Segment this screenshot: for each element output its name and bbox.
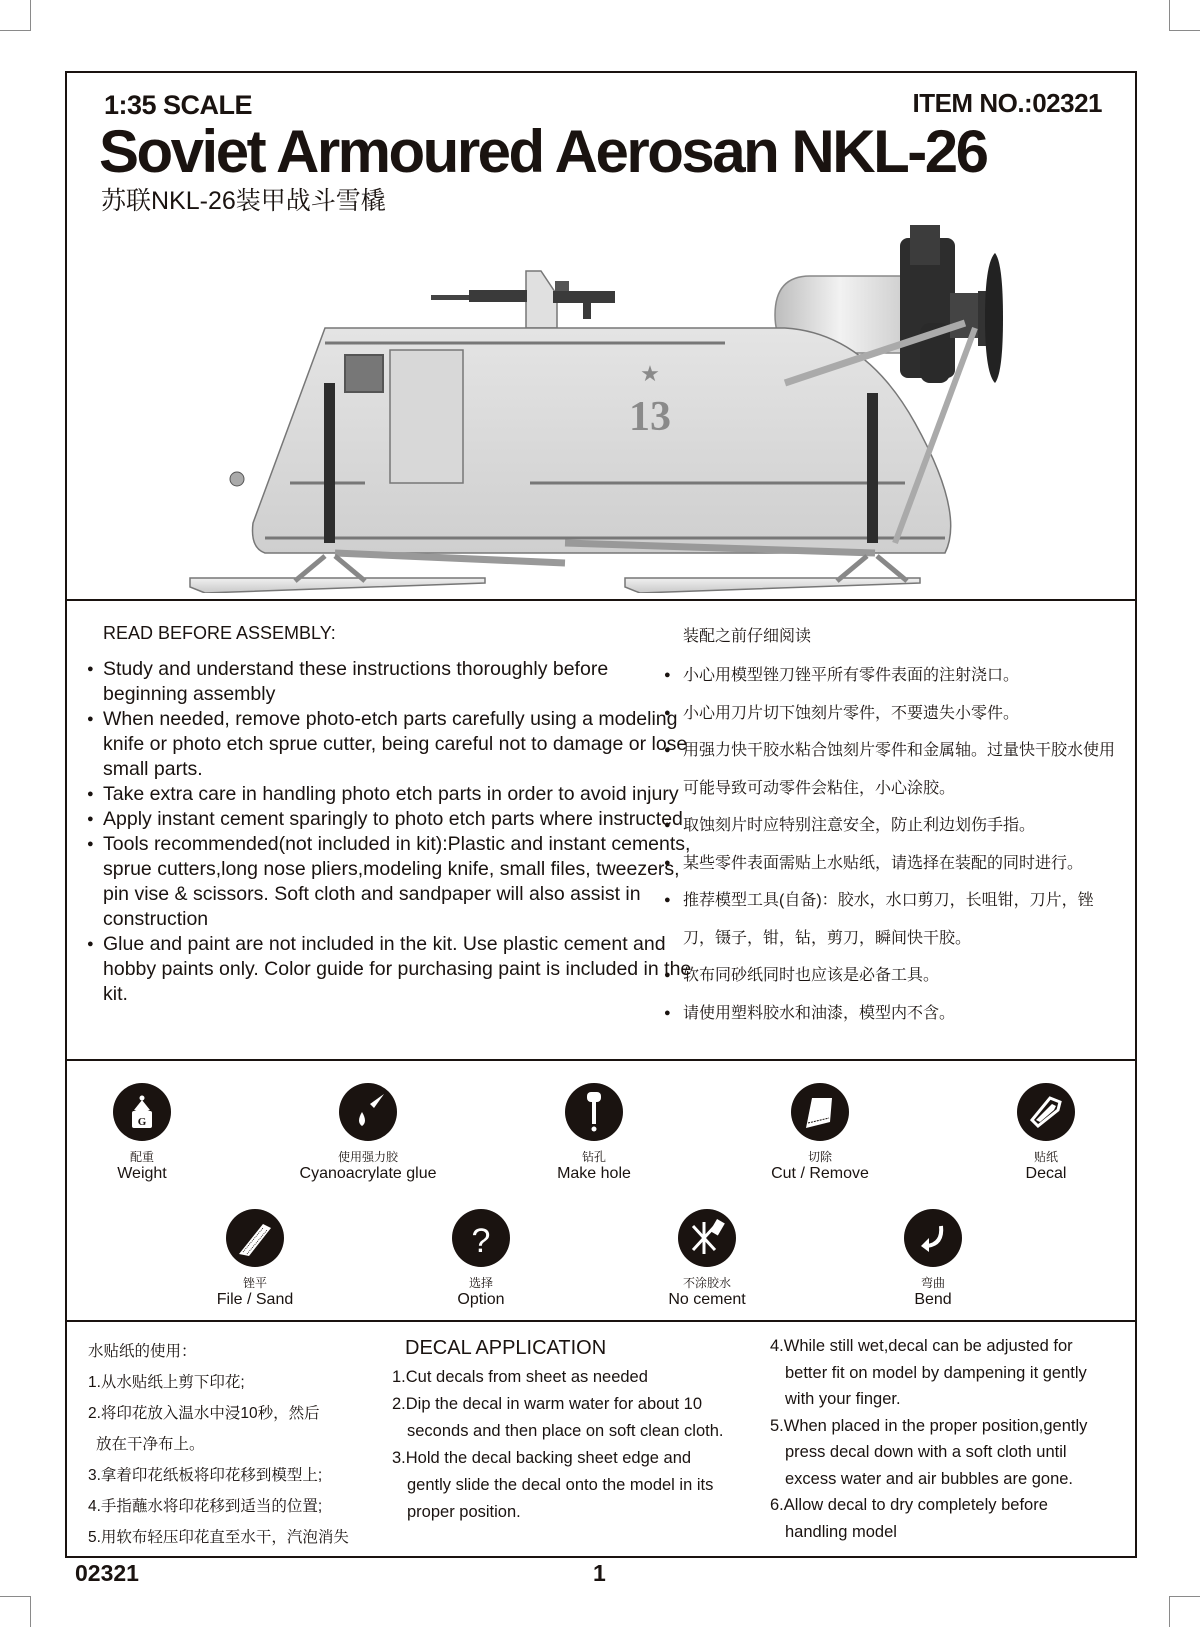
hull-door	[390, 350, 463, 483]
machine-gun-icon	[431, 271, 615, 334]
legend-label-cn: 锉平	[242, 1276, 267, 1290]
legend-label-en: Decal	[1025, 1165, 1067, 1182]
instruction-item-cn: ● 用强力快干胶水粘合蚀刻片零件和金属轴。过量快干胶水使用可能导致可动零件会粘住，小心涂胶。	[664, 732, 1123, 807]
drill-icon	[572, 1090, 616, 1134]
legend-item-cut	[720, 1083, 920, 1183]
instruction-item: ● Take extra care in handling photo etch parts in order to avoid injury	[87, 782, 693, 807]
decal-step-en: gently slide the decal onto the model in its	[407, 1476, 714, 1494]
decal-application-section	[67, 1320, 1135, 1558]
svg-text:G: G	[137, 1116, 147, 1128]
legend-label-en: Bend	[914, 1291, 952, 1308]
decal-steps-en-col2	[770, 1333, 1120, 1545]
instruction-item-cn: ● 推荐模型工具(自备)：胶水，水口剪刀，长咀钳，刀片，锉刀，镊子，钳，钻，剪刀，瞬间快干胶。	[664, 882, 1123, 957]
decal-step-en: proper position.	[407, 1503, 521, 1521]
glue-drop-icon	[346, 1090, 390, 1134]
no-cement-icon	[685, 1216, 729, 1260]
front-ski	[190, 556, 485, 593]
decal-step-en: excess water and air bubbles are gone.	[785, 1469, 1074, 1488]
legend-label-en: Weight	[117, 1165, 167, 1182]
header-section	[67, 73, 1135, 599]
engine-icon	[900, 225, 980, 383]
decal-step-en: 3.Hold the decal backing sheet edge and	[392, 1449, 692, 1467]
item-number: ITEM NO.:02321	[912, 88, 1102, 118]
legend-label-cn: 不涂胶水	[682, 1276, 731, 1290]
decal-step-cn: 1.从水贴纸上剪下印花;	[88, 1374, 245, 1391]
instruction-item-cn: ● 小心用刀片切下蚀刻片零件，不要遗失小零件。	[664, 695, 1123, 733]
instruction-item-cn: ● 请使用塑料胶水和油漆，模型内不含。	[664, 995, 1123, 1033]
legend-label-en: Cyanoacrylate glue	[299, 1165, 437, 1182]
legend-label-en: Make hole	[557, 1165, 631, 1182]
decal-step-cn: 放在干净布上。	[96, 1436, 205, 1453]
decal-step-cn: 4.手指蘸水将印花移到适当的位置;	[88, 1498, 323, 1515]
legend-label-cn: 贴纸	[1033, 1150, 1058, 1164]
footer-item-code: 02321	[75, 1560, 139, 1586]
instruction-item: ● Apply instant cement sparingly to photo etch parts where instructed	[87, 807, 693, 832]
decal-step-en: seconds and then place on soft clean cloth.	[407, 1422, 724, 1440]
instruction-item: ● Glue and paint are not included in the kit. Use plastic cement and hobby paints only. Color guide for purchasing paint is included in the kit.	[87, 932, 693, 1007]
instruction-item-cn: ● 软布同砂纸同时也应该是必备工具。	[664, 957, 1123, 995]
instructions-en-title: READ BEFORE ASSEMBLY:	[103, 623, 336, 643]
legend-item-file	[155, 1209, 355, 1309]
legend-label-en: Option	[457, 1291, 505, 1308]
decal-step-en: 5.When placed in the proper position,gently	[770, 1416, 1088, 1435]
cut-icon	[798, 1090, 842, 1134]
page-number: 1	[593, 1560, 606, 1586]
crop-mark-bottom-right	[1169, 1596, 1200, 1627]
aerosan-vehicle-illustration	[185, 223, 1080, 593]
legend-label-en: Cut / Remove	[771, 1165, 869, 1182]
decal-steps-cn	[88, 1336, 378, 1553]
symbol-legend-section	[67, 1059, 1135, 1322]
bend-arrow-icon	[911, 1216, 955, 1260]
decal-step-cn: 3.拿着印花纸板将印花移到模型上;	[88, 1467, 323, 1484]
decal-icon	[1024, 1090, 1068, 1134]
page-subtitle-cn: 苏联NKL-26装甲战斗雪橇	[101, 187, 386, 215]
instruction-item: ● Tools recommended(not included in kit):Plastic and instant cements, sprue cutters,long nose pliers,modeling knife, small files, tweezers, pin vise & scissors. Soft cloth and sandpaper will also assist in construction	[87, 832, 693, 932]
legend-item-glue	[268, 1083, 468, 1183]
decal-step-en: 4.While still wet,decal can be adjusted for	[770, 1337, 1073, 1355]
weight-icon	[120, 1090, 164, 1134]
instruction-item-cn: ● 取蚀刻片时应特别注意安全，防止利边划伤手指。	[664, 807, 1123, 845]
instruction-item-cn: ● 小心用模型锉刀锉平所有零件表面的注射浇口。	[664, 657, 1123, 695]
decal-step-en: 1.Cut decals from sheet as needed	[392, 1368, 648, 1386]
legend-label-en: File / Sand	[216, 1291, 294, 1308]
crop-mark-bottom-left	[0, 1596, 31, 1627]
file-icon	[233, 1216, 277, 1260]
decal-step-en: handling model	[785, 1522, 897, 1541]
legend-item-drill	[494, 1083, 694, 1183]
legend-label-cn: 钻孔	[581, 1150, 606, 1164]
legend-label-cn: 选择	[468, 1276, 493, 1290]
legend-label-en: No cement	[668, 1291, 746, 1308]
read-before-assembly-section	[67, 599, 1135, 1061]
legend-item-decal	[946, 1083, 1146, 1183]
legend-item-weight	[42, 1083, 242, 1183]
decal-title-en: DECAL APPLICATION	[405, 1337, 607, 1359]
propeller-icon	[978, 253, 1003, 383]
legend-label-cn: 切除	[807, 1150, 832, 1164]
legend-label-cn: 配重	[129, 1150, 154, 1164]
scale-label: 1:35 SCALE	[104, 90, 253, 120]
svg-text:?: ?	[471, 1222, 491, 1260]
rear-ski	[625, 556, 920, 593]
instruction-sheet-frame	[65, 71, 1137, 1558]
decal-step-en: 2.Dip the decal in warm water for about 10	[392, 1395, 702, 1413]
instruction-item-cn: ● 某些零件表面需贴上水贴纸，请选择在装配的同时进行。	[664, 845, 1123, 883]
decal-step-en: press decal down with a soft cloth until	[785, 1443, 1067, 1461]
decal-step-en: better fit on model by dampening it gently	[785, 1363, 1087, 1382]
instruction-item: ● When needed, remove photo-etch parts carefully using a modeling knife or photo etch sprue cutter, being careful not to damage or lose small parts.	[87, 707, 693, 782]
decal-step-cn: 2.将印花放入温水中浸10秒，然后	[88, 1405, 320, 1422]
crop-mark-top-left	[0, 0, 31, 31]
legend-item-option	[381, 1209, 581, 1309]
decal-steps-en-col1	[392, 1334, 752, 1526]
instructions-cn-title: 装配之前仔细阅读	[683, 628, 812, 645]
legend-label-cn: 弯曲	[920, 1276, 945, 1290]
page-title: Soviet Armoured Aerosan NKL-26	[99, 118, 987, 185]
legend-item-no-cement	[607, 1209, 807, 1309]
decal-title-cn: 水贴纸的使用：	[88, 1343, 197, 1360]
decal-step-en: with your finger.	[785, 1390, 901, 1408]
decal-step-en: 6.Allow decal to dry completely before	[770, 1496, 1048, 1514]
decal-step-cn: 5.用软布轻压印花直至水干，汽泡消失	[88, 1529, 349, 1546]
instruction-item: ● Study and understand these instructions thoroughly before beginning assembly	[87, 657, 693, 707]
svg-text:13: 13	[629, 394, 671, 440]
crop-mark-top-right	[1169, 0, 1200, 31]
legend-item-bend	[833, 1209, 1033, 1309]
question-icon	[459, 1216, 503, 1260]
svg-text:★: ★	[640, 361, 660, 386]
legend-label-cn: 使用强力胶	[337, 1150, 398, 1164]
